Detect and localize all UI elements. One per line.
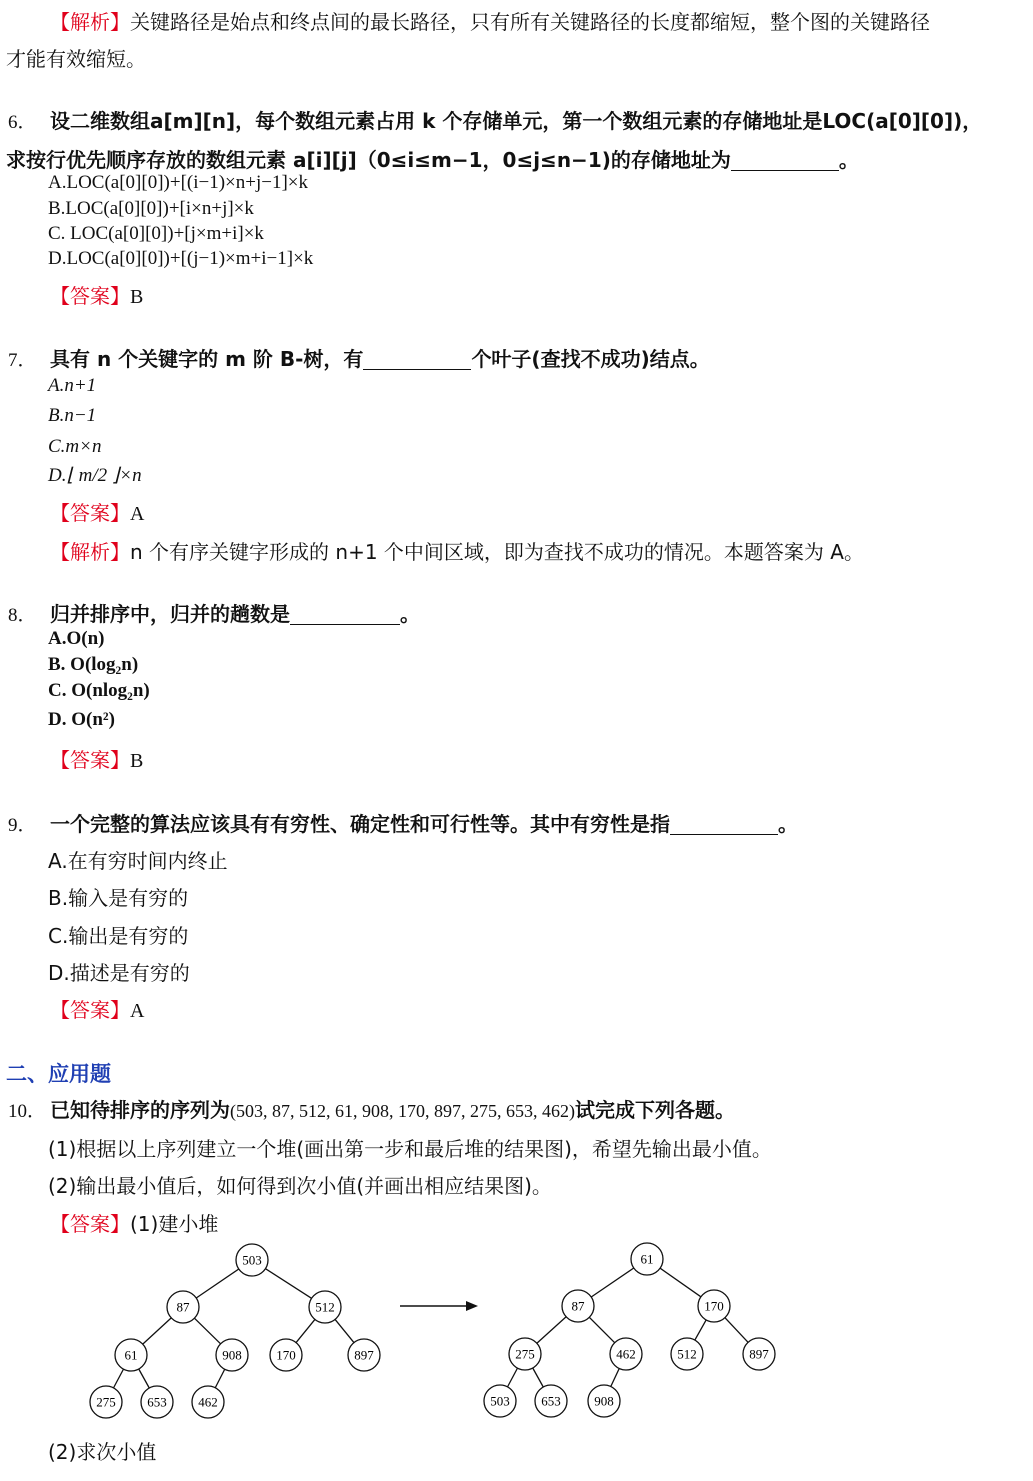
question-9-option-d: D.描述是有穷的 (48, 961, 190, 985)
question-7-number: 7． (8, 350, 37, 371)
answer-blank (363, 349, 471, 370)
intro-line-2: 才能有效缩短。 (6, 47, 146, 71)
question-10-text: 已知待排序的序列为(503, 87, 512, 61, 908, 170, 897, 275, 653, 462)试完成下列各题。 (50, 1098, 735, 1122)
arrow-icon (400, 1301, 478, 1311)
heap-after-node-value: 503 (490, 1393, 510, 1409)
answer-blank (670, 814, 778, 835)
question-9-number: 9． (8, 815, 37, 836)
question-7-option-b: B.n−1 (48, 405, 97, 426)
heap-before-edge (196, 1269, 239, 1298)
analysis-tag: 【解析】 (50, 10, 130, 34)
heap-after-node-value: 462 (616, 1346, 636, 1362)
question-8-option-a: A.O(n) (48, 628, 105, 649)
question-7-analysis: 【解析】n 个有序关键字形成的 n+1 个中间区域，即为查找不成功的情况。本题答案为 A。 (50, 540, 864, 564)
answer-blank (731, 150, 839, 171)
heap-before-node-value: 908 (222, 1347, 242, 1363)
heap-after-edge (589, 1317, 614, 1342)
heap-after-node-value: 170 (704, 1298, 724, 1314)
heap-after-edge (695, 1320, 706, 1340)
heap-diagram (0, 1235, 1033, 1425)
heap-before-node-value: 462 (198, 1394, 218, 1410)
heap-before-edge (296, 1319, 315, 1342)
heap-before-edge (265, 1269, 311, 1299)
heap-before-edge (194, 1318, 220, 1344)
section-title: 二、应用题 (6, 1062, 111, 1086)
question-7-option-a: A.n+1 (48, 375, 97, 396)
heap-after-node-value: 61 (640, 1251, 654, 1267)
heap-tree-after (484, 1243, 775, 1417)
heap-after-edge (537, 1317, 566, 1344)
heap-before-node-value: 275 (96, 1394, 116, 1410)
heap-before-node-value: 897 (354, 1347, 374, 1363)
question-9-option-a: A.在有穷时间内终止 (48, 849, 228, 873)
question-10-answer: 【答案】(1)建小堆 (50, 1212, 219, 1236)
question-10-sub-1: (1)根据以上序列建立一个堆(画出第一步和最后堆的结果图)，希望先输出最小值。 (48, 1137, 772, 1161)
heap-before-node-value: 87 (176, 1299, 190, 1315)
heap-after-node-value: 908 (594, 1393, 614, 1409)
question-6-option-b: B.LOC(a[0][0])+[i×n+j]×k (48, 198, 254, 219)
question-9-option-c: C.输出是有穷的 (48, 924, 189, 948)
question-8-answer: 【答案】B (50, 748, 144, 772)
heap-tree-before (90, 1244, 380, 1418)
question-7-text: 具有 n 个关键字的 m 阶 B-树，有 个叶子(查找不成功)结点。 (50, 347, 710, 371)
question-6-option-d: D.LOC(a[0][0])+[(j−1)×m+i−1]×k (48, 248, 314, 269)
heap-after-node-value: 512 (677, 1346, 697, 1362)
question-9-answer: 【答案】A (50, 998, 145, 1022)
heap-after-edge (725, 1318, 748, 1343)
heap-after-node-value: 653 (541, 1393, 561, 1409)
question-9-option-b: B.输入是有穷的 (48, 886, 189, 910)
question-6-answer: 【答案】B (50, 284, 144, 308)
heap-before-edge (143, 1318, 171, 1344)
heap-after-node-value: 275 (515, 1346, 535, 1362)
heap-before-edge (215, 1369, 224, 1388)
heap-before-node-value: 653 (147, 1394, 167, 1410)
heap-after-edge (611, 1368, 619, 1386)
question-6-number: 6． (8, 112, 37, 133)
question-10-tail: (2)求次小值 (48, 1440, 157, 1464)
question-8-option-d: D. O(n²) (48, 709, 115, 730)
heap-after-edge (533, 1368, 544, 1387)
question-7-option-d: D.⌊ m/2 ⌋×n (48, 465, 142, 486)
question-9-text: 一个完整的算法应该具有有穷性、确定性和可行性等。其中有穷性是指 。 (50, 812, 798, 836)
question-8-text: 归并排序中，归并的趟数是 。 (50, 602, 420, 626)
heap-after-edge (508, 1368, 518, 1387)
heap-after-node-value: 87 (571, 1298, 585, 1314)
heap-after-node-value: 897 (749, 1346, 769, 1362)
heap-before-edge (335, 1319, 354, 1342)
question-6-option-a: A.LOC(a[0][0])+[(i−1)×n+j−1]×k (48, 172, 309, 193)
heap-before-edge (114, 1369, 124, 1388)
question-6-option-c: C. LOC(a[0][0])+[j×m+i]×k (48, 223, 264, 244)
question-7-answer: 【答案】A (50, 501, 145, 525)
heap-after-edge (591, 1268, 634, 1297)
question-6-text-line-1: 设二维数组a[m][n]，每个数组元素占用 k 个存储单元，第一个数组元素的存储地址是LOC(a[0][0])， (50, 109, 983, 133)
answer-blank (290, 604, 400, 625)
question-6-text-line-2: 求按行优先顺序存放的数组元素 a[i][j]（0≤i≤m−1，0≤j≤n−1)的存储地址为 。 (6, 148, 859, 172)
question-10-number: 10． (8, 1101, 47, 1122)
question-8-option-b: B. O(log₂n) (48, 654, 139, 675)
question-8-option-c: C. O(nlog₂n) (48, 680, 150, 701)
question-8-number: 8． (8, 605, 37, 626)
question-10-sub-2: (2)输出最小值后，如何得到次小值(并画出相应结果图)。 (48, 1174, 552, 1198)
heap-before-node-value: 170 (276, 1347, 296, 1363)
heap-before-node-value: 503 (242, 1252, 262, 1268)
heap-before-node-value: 512 (315, 1299, 335, 1315)
heap-after-edge (660, 1268, 701, 1297)
heap-before-node-value: 61 (124, 1347, 138, 1363)
intro-line-1: 【解析】关键路径是始点和终点间的最长路径，只有所有关键路径的长度都缩短，整个图的关键路径 (50, 10, 930, 34)
heap-before-edge (139, 1369, 150, 1388)
question-7-option-c: C.m×n (48, 436, 102, 457)
